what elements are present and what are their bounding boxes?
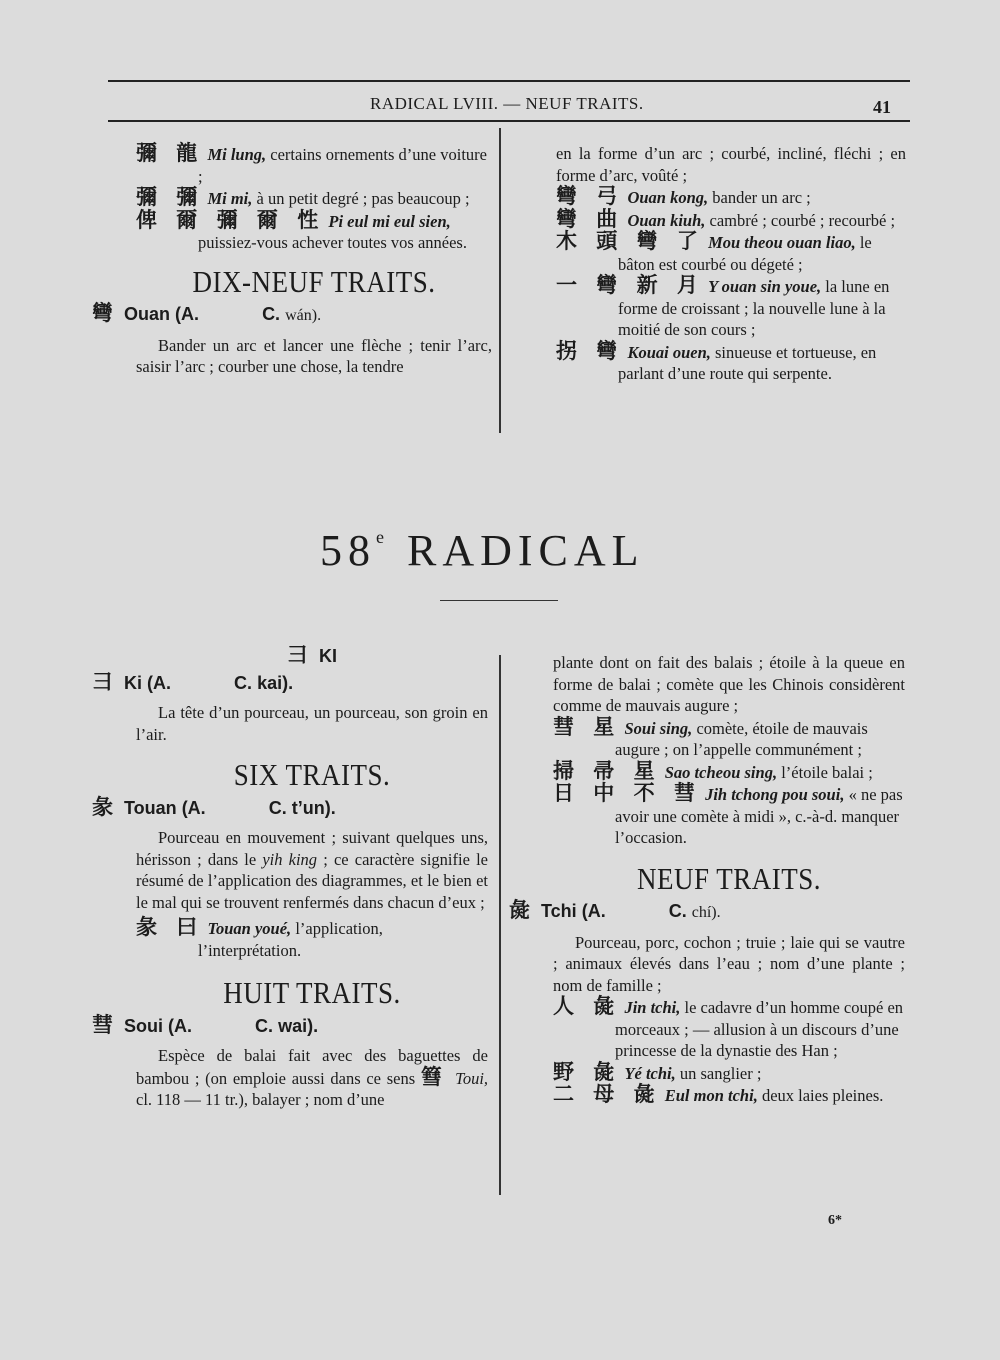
entry: 日 中 不 彗 Jih tchong pou soui, « ne pas avoir une comète à midi », c.-à-d. manquer l’occasion. bbox=[553, 781, 903, 847]
entry: 彎 曲 Ouan kiuh, cambré ; courbé ; recourbé ; bbox=[556, 206, 896, 231]
radical-char: 彐 bbox=[286, 643, 314, 667]
headword-char: 彗 bbox=[92, 1012, 119, 1037]
top-left-column bbox=[92, 141, 492, 378]
continuation-text: plante dont on fait des balais ; étoile à la queue en forme de balai ; comète que les Chinois considèrent comme de mauvais augure ; bbox=[553, 653, 905, 715]
definition: La tête d’un pourceau, un pourceau, son groin en l’air. bbox=[136, 703, 488, 744]
headword: 彗 Soui (A. C. wai). bbox=[92, 1012, 319, 1037]
definition: Bander un arc et lancer une flèche ; tenir l’arc, saisir l’arc ; courber une chose, la tendre bbox=[136, 335, 492, 376]
definition: Espèce de balai fait avec des baguettes de bambou ; (on emploie aussi dans ce sens 篲 Toui, cl. 118 — 11 tr.), balayer ; nom d’une bbox=[136, 1046, 489, 1109]
entry: 彗 星 Soui sing, comète, étoile de mauvais augure ; on l’appelle communément ; bbox=[553, 714, 868, 759]
entry: 一 彎 新 月 Y ouan sin youe, la lune en forme de croissant ; la nouvelle lune à la moitié de son cours ; bbox=[556, 273, 890, 339]
headword: 彖 Touan (A. C. t’un). bbox=[92, 794, 336, 819]
headword-char: 彎 bbox=[92, 301, 119, 325]
section-heading: NEUF TRAITS. bbox=[636, 861, 822, 896]
entry: 彌 龍 Mi lung, certains ornements d’une voiture ; bbox=[136, 141, 487, 186]
page-number: 41 bbox=[873, 97, 891, 117]
headword: 彐 Ki (A. C. kai). bbox=[92, 669, 294, 694]
entry: 彖 曰 Touan youé, l’application, l’interprétation. bbox=[136, 915, 383, 960]
section-heading: DIX-NEUF TRAITS. bbox=[192, 264, 436, 299]
entry: 彌 彌 Mi mi, à un petit degré ; pas beaucoup ; bbox=[136, 185, 470, 209]
bottom-column-divider bbox=[499, 655, 501, 1195]
definition: Pourceau en mouvement ; suivant quelques uns, hérisson ; dans le yih king ; ce caractère signifie le résumé de l’application des diagrammes, et le bien et le mal qui se trouvent renfermés dans chacun d’eux ; bbox=[136, 828, 488, 912]
section-heading: HUIT TRAITS. bbox=[223, 976, 401, 1010]
title-rule bbox=[440, 600, 558, 601]
radical-title: 58e RADICAL bbox=[320, 526, 645, 575]
bottom-right-column bbox=[509, 652, 905, 1107]
headword-char: 彘 bbox=[509, 898, 536, 922]
entry: 彎 弓 Ouan kong, bander un arc ; bbox=[556, 184, 811, 208]
headword-char: 彖 bbox=[92, 794, 119, 819]
entry: 拐 彎 Kouai ouen, sinueuse et tortueuse, en parlant d’une route qui serpente. bbox=[556, 338, 877, 383]
top-right-column bbox=[556, 143, 906, 385]
entry: 野 彘 Yé tchi, un sanglier ; bbox=[553, 1059, 762, 1084]
definition: Pourceau, porc, cochon ; truie ; laie qui se vautre ; animaux élevés dans l’eau ; nom d’une plante ; nom de famille ; bbox=[553, 932, 905, 995]
headword: 彘 Tchi (A. C. chí). bbox=[509, 898, 721, 922]
header-bottom-rule bbox=[108, 120, 910, 122]
entry: 人 彘 Jin tchi, le cadavre d’un homme coupé en morceaux ; — allusion à un discours d’une princesse de la dynastie des Han ; bbox=[553, 994, 904, 1060]
entry: 二 母 彘 Eul mon tchi, deux laies pleines. bbox=[553, 1082, 884, 1106]
headword-char: 彐 bbox=[92, 669, 119, 694]
running-header: RADICAL LVIII. — NEUF TRAITS. bbox=[370, 94, 644, 113]
section-heading: SIX TRAITS. bbox=[233, 758, 391, 792]
continuation-text: en la forme d’un arc ; courbé, incliné, fléchi ; en forme d’arc, voûté ; bbox=[556, 144, 906, 185]
signature-mark: 6* bbox=[828, 1213, 842, 1228]
radical-heading: 彐 KI bbox=[286, 643, 337, 667]
bottom-left-column bbox=[92, 643, 489, 1111]
top-column-divider bbox=[499, 128, 501, 433]
entry: 木 頭 彎 了 Mou theou ouan liao, le bâton est courbé ou dégeté ; bbox=[556, 229, 872, 274]
headword: 彎 Ouan (A. C. wán). bbox=[92, 301, 322, 325]
entry: 掃 帚 星 Sao tcheou sing, l’étoile balai ; bbox=[553, 758, 873, 783]
entry: 俾 爾 彌 爾 性 Pi eul mi eul sien, puissiez-vous achever toutes vos années. bbox=[136, 207, 467, 252]
header-top-rule bbox=[108, 80, 910, 82]
